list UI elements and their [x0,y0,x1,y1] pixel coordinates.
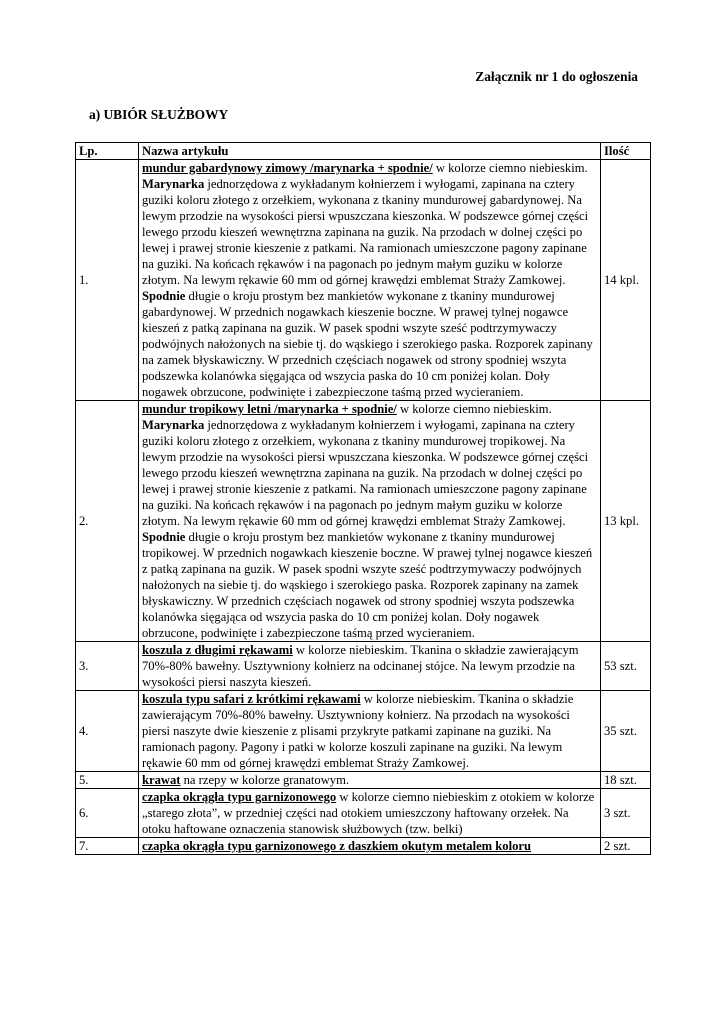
part-heading: Marynarka [142,418,205,432]
row-lp: 1. [76,160,139,401]
header-name: Nazwa artykułu [139,143,601,160]
row-lp: 2. [76,401,139,642]
header-qty: Ilość [601,143,651,160]
part-text: długie o kroju prostym bez mankietów wykonane z tkaniny mundurowej tropikowej. W przednich nogawkach kieszenie boczne. W prawej tylnej nogawce kieszeń z patką zapinana na guzik. W pasek spodni wszyte sześć podtrzymywaczy podwójnych nałożonych na siebie tj. do wąskiego i szerokiego paska. Rozporek zapinany na zamek błyskawiczny. W przednich częściach nogawek od strony spodniej wszyta podszewka kolanówka sięgająca od wszycia paska do 10 cm poniżej kolan. Doły nogawek obrzucone, podwinięte i zabezpieczone taśmą przed wycieraniem. [142,530,593,640]
annex-title: Załącznik nr 1 do ogłoszenia [475,69,638,84]
row-lp: 3. [76,642,139,691]
table-row [76,642,651,691]
item-title-rest: w kolorze niebieskim. Tkanina o składzie zawierającym 70%-80% bawełny. Usztywniony kołnierz. Na przodach na wysokości piersi naszyte dwie kieszenie z plisami przykryte patkami zapinane na guziki. Na ramionach pagony. Pagony i patki w kolorze koszuli zapinane na guziki. Na lewym rękawie 60 mm od górnej krawędzi emblemat Straży Zamkowej. [142,692,574,770]
part-heading: Marynarka [142,177,205,191]
items-table [75,142,651,855]
row-qty: 18 szt. [601,772,651,789]
part-text: jednorzędowa z wykładanym kołnierzem i wyłogami, zapinana na cztery guziki koloru złotego z orzełkiem, wykonana z tkaniny mundurowej gabardynowej. Na lewym przodzie na wysokości piersi wpuszczana kieszonka. W podszewce górnej części lewego przodu kieszeń wewnętrzna zapinana na guzik. Na przodach w dolnej części po lewej i prawej stronie kieszenie z patkami. Na ramionach umieszczone pagony zapinane na guziki. Na końcach rękawów i na pagonach po jednym małym guziku w kolorze złotym. Na lewym rękawie 60 mm od górnej krawędzi emblemat Straży Zamkowej. [142,177,589,287]
part-heading: Spodnie [142,530,186,544]
header-lp: Lp. [76,143,139,160]
row-qty: 3 szt. [601,789,651,838]
item-part-2 [142,529,597,641]
row-lp: 4. [76,691,139,772]
item-part-1 [142,417,597,529]
table-row [76,691,651,772]
item-title-rest: w kolorze ciemno niebieskim. [396,402,552,416]
item-title-rest: na rzepy w kolorze granatowym. [180,773,350,787]
row-description [139,160,601,401]
item-part-1 [142,176,597,288]
item-title: mundur gabardynowy zimowy /marynarka + spodnie/ [142,161,433,175]
item-title: koszula z długimi rękawami [142,643,293,657]
part-heading: Spodnie [142,289,186,303]
table-row [76,838,651,855]
part-text: jednorzędowa z wykładanym kołnierzem i wyłogami, zapinana na cztery guziki koloru złotego z orzełkiem, wykonana z tkaniny mundurowej tropikowej. Na lewym przodzie na wysokości piersi wpuszczana kieszonka. W podszewce górnej części lewego przodu kieszeń wewnętrzna zapinana na guzik. Na przodach w dolnej części po lewej i prawej stronie kieszenie z patkami. Na ramionach umieszczone pagony zapinane na guziki. Na końcach rękawów i na pagonach po jednym małym guziku w kolorze złotym. Na lewym rękawie 60 mm od górnej krawędzi emblemat Straży Zamkowej. [142,418,589,528]
item-title-rest: w kolorze niebieskim. Tkanina o składzie zawierającym 70%-80% bawełny. Usztywniony kołnierz na odcinanej stójce. Na lewym przodzie na wysokości piersi naszyta kieszeń. [142,643,579,689]
part-text: długie o kroju prostym bez mankietów wykonane z tkaniny mundurowej gabardynowej. W przednich nogawkach kieszenie boczne. W prawej tylnej nogawce kieszeń z patką zapinana na guzik. W pasek spodni wszyte sześć podtrzymywaczy podwójnych nałożonych na siebie tj. do wąskiego i szerokiego paska. Rozporek zapinany na zamek błyskawiczny. W przednich częściach nogawek od strony spodniej wszyta podszewka kolanówka sięgająca od wszycia paska do 10 cm poniżej kolan. Doły nogawek obrzucone, podwinięte i zabezpieczone taśmą przed wycieraniem. [142,289,593,399]
table-header-row [76,143,651,160]
item-part-2 [142,288,597,400]
row-qty: 13 kpl. [601,401,651,642]
item-title: czapka okrągła typu garnizonowego [142,790,337,804]
row-qty: 53 szt. [601,642,651,691]
table-row [76,401,651,642]
item-title: czapka okrągła typu garnizonowego z daszkiem okutym metalem koloru [142,839,531,853]
row-qty: 35 szt. [601,691,651,772]
item-title-rest: w kolorze ciemno niebieskim. [432,161,588,175]
item-title-rest: w kolorze ciemno niebieskim z otokiem w kolorze „starego złota”, w przedniej części nad otokiem umieszczony haftowany orzełek. Na otoku haftowane oznaczenia stanowisk służbowych (tzw. belki) [142,790,595,836]
item-title: krawat [142,773,181,787]
row-lp: 6. [76,789,139,838]
row-description [139,401,601,642]
row-lp: 5. [76,772,139,789]
item-title: koszula typu safari z krótkimi rękawami [142,692,361,706]
table-row [76,160,651,401]
row-description [139,642,601,691]
row-description [139,789,601,838]
table-row [76,772,651,789]
row-qty: 14 kpl. [601,160,651,401]
row-lp: 7. [76,838,139,855]
row-description [139,838,601,855]
row-qty: 2 szt. [601,838,651,855]
section-title: a) UBIÓR SŁUŻBOWY [89,107,229,122]
row-description [139,691,601,772]
row-description [139,772,601,789]
item-title: mundur tropikowy letni /marynarka + spodnie/ [142,402,397,416]
table-row [76,789,651,838]
